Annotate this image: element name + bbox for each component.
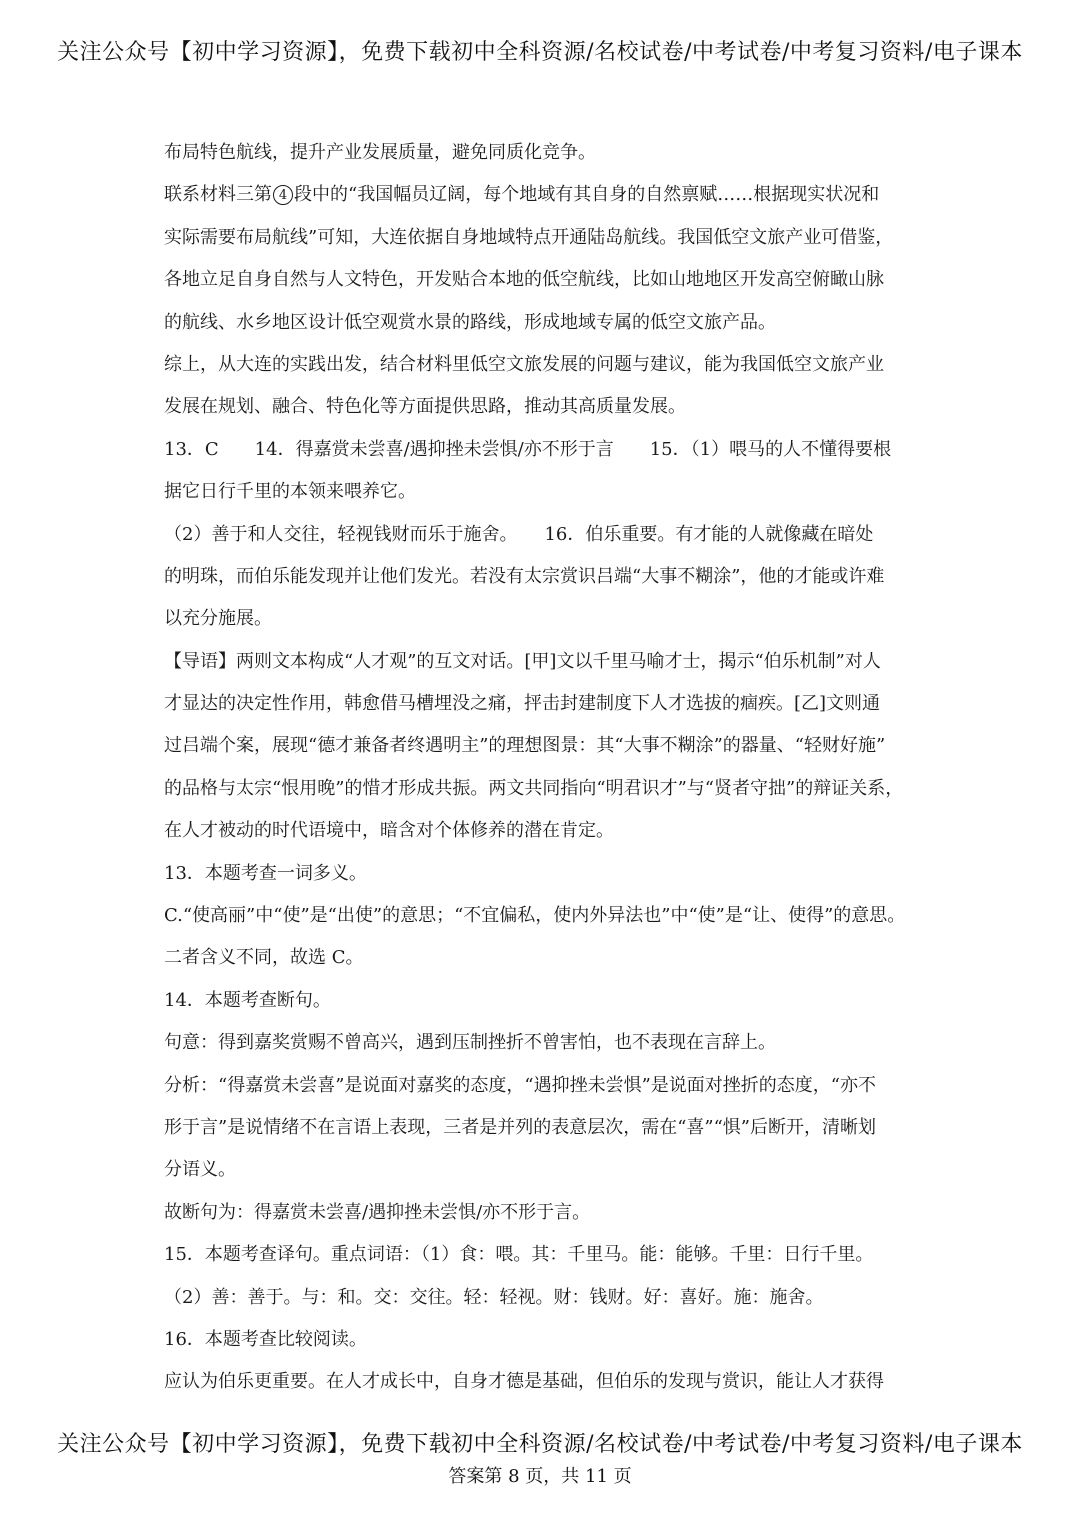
- text-line: 各地立足自身自然与人文特色，开发贴合本地的低空航线，比如山地地区开发高空俯瞰山脉: [164, 269, 884, 291]
- text-line: （2）善：善于。与：和。交：交往。轻：轻视。财：钱财。好：喜好。施：施舍。: [164, 1286, 824, 1308]
- text-line: 应认为伯乐更重要。在人才成长中，自身才德是基础，但伯乐的发现与赏识，能让人才获得: [164, 1371, 884, 1393]
- text-line: 故断句为：得嘉赏未尝喜/遇抑挫未尝惧/亦不形于言。: [164, 1201, 591, 1223]
- text-line: [164, 174, 934, 216]
- answer-line-15-16: （2）善于和人交往，轻视钱财而乐于施舍。 16．伯乐重要。有才能的人就像藏在暗处: [164, 523, 874, 545]
- text-line: 的航线、水乡地区设计低空观赏水景的路线，形成地域专属的低空文旅产品。: [164, 311, 776, 333]
- text-fragment: 段中的“我国幅员辽阔，每个地域有其自身的自然禀赋……根据现实状况和: [294, 184, 880, 206]
- answer-line-13-15: 13．C 14．得嘉赏未尝喜/遇抑挫未尝惧/亦不形于言 15．（1）喂马的人不懂得要根: [164, 438, 892, 460]
- text-line: 过吕端个案，展现“德才兼备者终遇明主”的理想图景：其“大事不糊涂”的器量、“轻财好施”: [164, 735, 886, 757]
- bottom-banner: 关注公众号【初中学习资源】，免费下载初中全科资源/名校试卷/中考试卷/中考复习资料/电子课本: [57, 1432, 1023, 1457]
- text-line: 才显达的决定性作用，韩愈借马槽埋没之痛，抨击封建制度下人才选拔的痼疾。[乙]文则通: [164, 693, 881, 715]
- text-line: 分析：“得嘉赏未尝喜”是说面对嘉奖的态度，“遇抑挫未尝惧”是说面对挫折的态度，“亦不: [164, 1074, 877, 1096]
- text-line: 的品格与太宗“恨用晚”的惜才形成共振。两文共同指向“明君识才”与“贤者守拙”的辩证关系，: [164, 777, 904, 799]
- text-line: 发展在规划、融合、特色化等方面提供思路，推动其高质量发展。: [164, 396, 686, 418]
- page-number: 答案第 8 页，共 11 页: [448, 1466, 632, 1487]
- explanation-13-heading: 13．本题考查一词多义。: [164, 862, 367, 884]
- guide-paragraph: 【导语】两则文本构成“人才观”的互文对话。[甲]文以千里马喻才士，揭示“伯乐机制”对人: [164, 650, 881, 672]
- explanation-15-heading: 15．本题考查译句。重点词语：（1）食：喂。其：千里马。能：能够。千里：日行千里。: [164, 1244, 874, 1266]
- text-line: 综上，从大连的实践出发，结合材料里低空文旅发展的问题与建议，能为我国低空文旅产业: [164, 353, 884, 375]
- text-line: 句意：得到嘉奖赏赐不曾高兴，遇到压制挫折不曾害怕，也不表现在言辞上。: [164, 1032, 776, 1054]
- text-line: 形于言”是说情绪不在言语上表现，三者是并列的表意层次，需在“喜”“惧”后断开，清晰划: [164, 1116, 877, 1138]
- text-fragment: 联系材料三第: [164, 184, 272, 206]
- text-line: 分语义。: [164, 1159, 236, 1181]
- text-line: 以充分施展。: [164, 608, 272, 630]
- text-line: 二者含义不同，故选 C。: [164, 947, 364, 969]
- top-banner: 关注公众号【初中学习资源】，免费下载初中全科资源/名校试卷/中考试卷/中考复习资料/电子课本: [57, 40, 1023, 65]
- text-line: 据它日行千里的本领来喂养它。: [164, 481, 416, 503]
- explanation-14-heading: 14．本题考查断句。: [164, 989, 331, 1011]
- text-line: 的明珠，而伯乐能发现并让他们发光。若没有太宗赏识吕端“大事不糊涂”，他的才能或许难: [164, 565, 885, 587]
- text-line: C.“使高丽”中“使”是“出使”的意思；“不宜偏私，使内外异法也”中“使”是“让、使得”的意思。: [164, 905, 906, 927]
- text-line: 实际需要布局航线”可知，大连依据自身地域特点开通陆岛航线。我国低空文旅产业可借鉴，: [164, 226, 894, 248]
- explanation-16-heading: 16．本题考查比较阅读。: [164, 1328, 367, 1350]
- answer-content: [164, 132, 934, 1404]
- text-line: 布局特色航线，提升产业发展质量，避免同质化竞争。: [164, 142, 596, 163]
- circled-number: 4: [273, 185, 293, 205]
- text-line: 在人才被动的时代语境中，暗含对个体修养的潜在肯定。: [164, 820, 614, 842]
